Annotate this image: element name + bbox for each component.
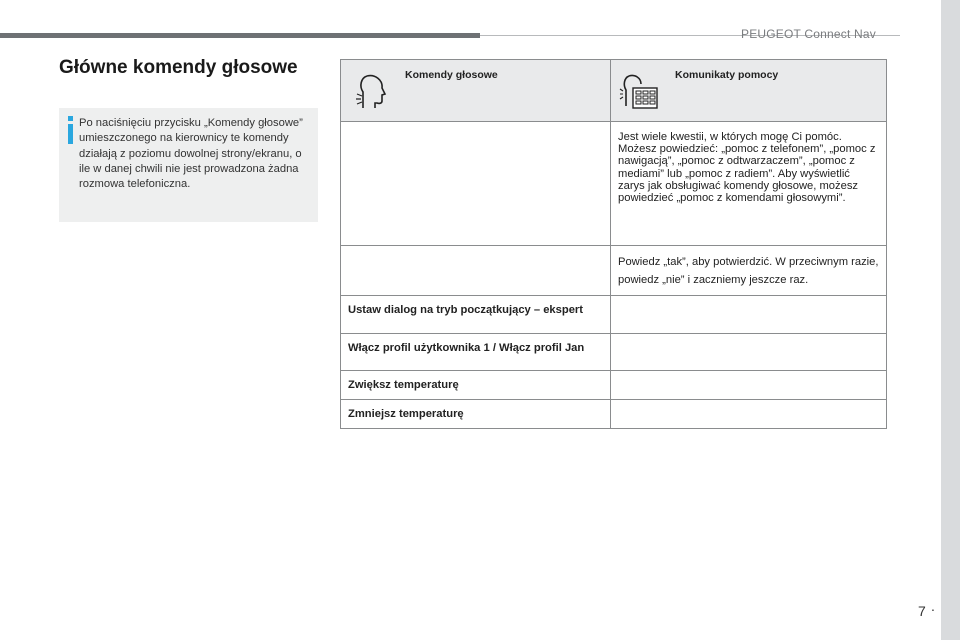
help-cell: [611, 371, 887, 400]
header-help: [611, 60, 887, 122]
speaking-keypad-icon: [619, 72, 659, 110]
help-cell: [611, 334, 887, 371]
header-rule: [0, 33, 480, 38]
brand-label: PEUGEOT Connect Nav: [741, 27, 876, 41]
table-header-row: [341, 60, 887, 122]
command-cell: Zmniejsz temperaturę: [341, 400, 611, 429]
page-title: Główne komendy głosowe: [59, 57, 298, 78]
info-box: [59, 108, 318, 222]
header-help-label: Komunikaty pomocy: [675, 69, 779, 81]
command-cell: [341, 122, 611, 246]
table-row: [341, 122, 887, 246]
info-icon: [65, 116, 77, 146]
table-row: [341, 246, 887, 296]
info-text: Po naciśnięciu przycisku „Komendy głosowe” umieszczonego na kierownicy te komendy działają z poziomu dowolnej strony/ekranu, o ile w danej chwili nie jest prowadzona żadna rozmowa telefoniczna.: [79, 117, 303, 191]
command-cell: Zwiększ temperaturę: [341, 371, 611, 400]
speaking-head-icon: [353, 72, 393, 110]
command-cell: Ustaw dialog na tryb początkujący – ekspert: [341, 296, 611, 334]
page-number: 7: [918, 603, 926, 619]
header-commands-label: Komendy głosowe: [405, 69, 498, 81]
voice-commands-table: [340, 59, 887, 429]
table-row: [341, 334, 887, 371]
table-row: [341, 400, 887, 429]
page-edge-strip: [941, 0, 960, 640]
command-cell: Włącz profil użytkownika 1 / Włącz profil Jan: [341, 334, 611, 371]
table-row: [341, 296, 887, 334]
header-commands: [341, 60, 611, 122]
help-cell: Jest wiele kwestii, w których mogę Ci pomóc. Możesz powiedzieć: „pomoc z telefonem”, „pomoc z nawigacją”, „pomoc z odtwarzaczem”, „pomoc z mediami” lub „pomoc z radiem”. Aby wyświetlić zarys jak obsługiwać komendy głosowe, możesz powiedzieć „pomoc z komendami głosowymi”.: [611, 122, 887, 246]
help-cell: Powiedz „tak”, aby potwierdzić. W przeciwnym razie, powiedz „nie” i zaczniemy jeszcze raz.: [611, 246, 887, 296]
help-cell: [611, 296, 887, 334]
page-bullet: .: [931, 598, 935, 614]
command-cell: [341, 246, 611, 296]
help-cell: [611, 400, 887, 429]
table-row: [341, 371, 887, 400]
